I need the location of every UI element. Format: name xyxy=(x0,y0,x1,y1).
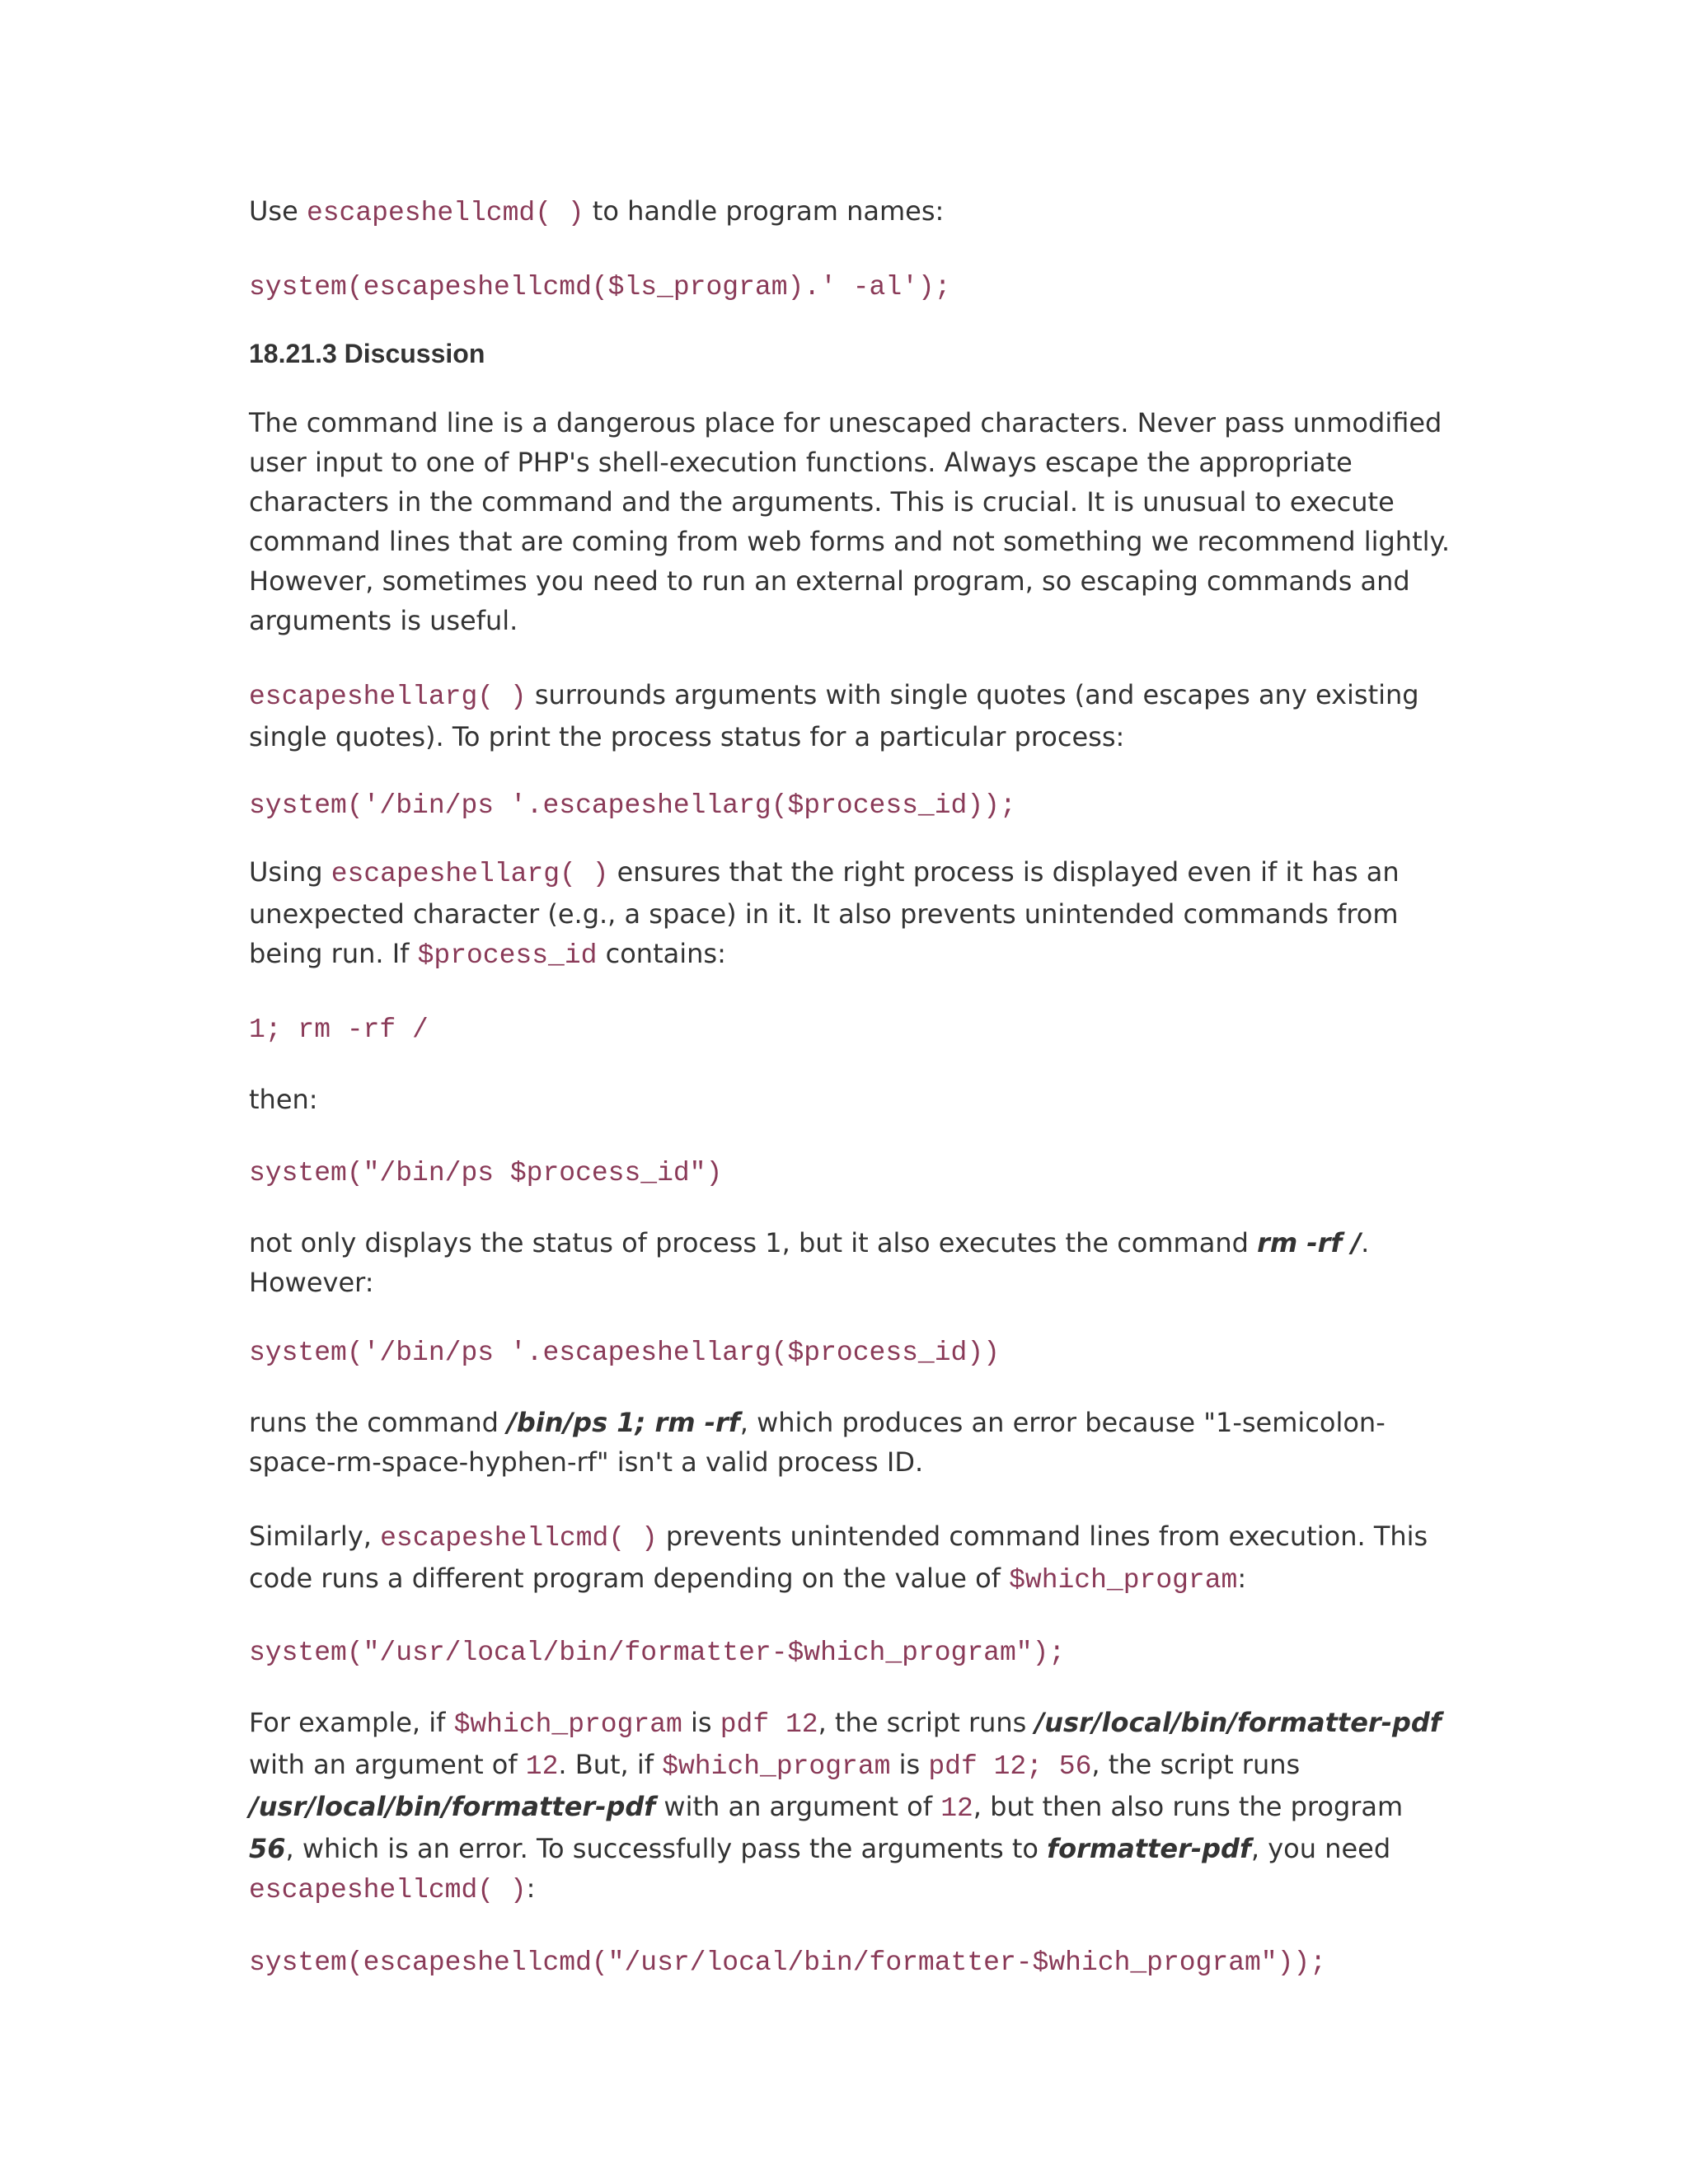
text: Using xyxy=(249,856,331,888)
text: . But, if xyxy=(558,1749,663,1780)
text: , but then also runs the program xyxy=(973,1791,1404,1822)
text: , the script runs xyxy=(818,1707,1035,1738)
paragraph-runs-the-command xyxy=(249,1403,1452,1482)
emphasized-program: formatter-pdf xyxy=(1047,1833,1251,1864)
inline-code: escapeshellcmd( ) xyxy=(249,1875,527,1905)
paragraph-for-example xyxy=(249,1703,1452,1910)
section-heading: 18.21.3 Discussion xyxy=(249,339,485,368)
text: surrounds arguments with single quotes (and escapes any existing single quotes). To print the process status for a particular process: xyxy=(249,679,1419,752)
code-block: 1; rm -rf / xyxy=(249,1015,429,1045)
text: : xyxy=(526,1872,536,1904)
text: is xyxy=(890,1749,929,1780)
inline-code: $which_program xyxy=(1009,1565,1238,1596)
inline-code: pdf 12 xyxy=(720,1709,818,1740)
text: ensures that the right process is displayed even if it has an unexpected character (e.g., a space) in it. It also prevents unintended commands from being run. If xyxy=(249,856,1400,969)
inline-code: $process_id xyxy=(417,940,598,971)
emphasized-command: /bin/ps 1; rm -rf xyxy=(507,1407,740,1438)
document-page xyxy=(249,191,1452,1981)
code-block: system(escapeshellcmd($ls_program).' -al'); xyxy=(249,272,951,302)
paragraph-discussion: The command line is a dangerous place for unescaped characters. Never pass unmodified user input to one of PHP's shell-execution functions. Always escape the appropriate characters in the command and the arguments. This is crucial. It is unusual to execute command lines that are coming from web forms and not something we recommend lightly. However, sometimes you need to run an external program, so escaping commands and arguments is useful. xyxy=(249,407,1451,636)
emphasized-program: 56 xyxy=(249,1833,286,1864)
text: For example, if xyxy=(249,1707,454,1738)
text: , which produces an error because "1-semicolon-space-rm-space-hyphen-rf" isn't a valid process ID. xyxy=(249,1407,1386,1478)
emphasized-path: /usr/local/bin/formatter-pdf xyxy=(249,1791,656,1822)
inline-code: pdf 12; 56 xyxy=(928,1751,1092,1782)
paragraph-not-only xyxy=(249,1223,1452,1302)
paragraph-then: then: xyxy=(249,1084,318,1115)
inline-code: escapeshellarg( ) xyxy=(331,859,609,889)
inline-code: $which_program xyxy=(662,1751,891,1782)
inline-code: $which_program xyxy=(453,1709,682,1740)
text: , which is an error. To successfully pass the arguments to xyxy=(285,1833,1048,1864)
emphasized-path: /usr/local/bin/formatter-pdf xyxy=(1034,1707,1442,1738)
text: not only displays the status of process 1, but it also executes the command xyxy=(249,1227,1258,1258)
text: Use xyxy=(249,195,307,227)
text: to handle program names: xyxy=(584,195,945,227)
paragraph-intro xyxy=(249,191,1452,233)
inline-code: escapeshellcmd( ) xyxy=(380,1523,658,1554)
text: : xyxy=(1237,1563,1247,1594)
inline-code: escapeshellcmd( ) xyxy=(306,198,584,228)
paragraph-using-escapeshellarg xyxy=(249,852,1452,976)
code-block: system(escapeshellcmd("/usr/local/bin/formatter-$which_program")); xyxy=(249,1947,1327,1978)
text: Similarly, xyxy=(249,1521,381,1552)
code-block: system('/bin/ps '.escapeshellarg($process_id)); xyxy=(249,790,1016,821)
paragraph-escapeshellarg xyxy=(249,675,1452,757)
text: runs the command xyxy=(249,1407,508,1438)
emphasized-command: rm -rf / xyxy=(1257,1227,1362,1258)
inline-code: escapeshellarg( ) xyxy=(249,682,527,712)
text: prevents unintended command lines from execution. This code runs a different program depending on the value of xyxy=(249,1521,1428,1594)
text: . However: xyxy=(249,1227,1370,1298)
text: , the script runs xyxy=(1091,1749,1301,1780)
text: contains: xyxy=(597,938,726,969)
code-block: system("/bin/ps $process_id") xyxy=(249,1158,723,1188)
code-block: system('/bin/ps '.escapeshellarg($process_id)) xyxy=(249,1338,1000,1368)
text: with an argument of xyxy=(249,1749,526,1780)
text: with an argument of xyxy=(655,1791,941,1822)
inline-code: 12 xyxy=(525,1751,559,1782)
inline-code: 12 xyxy=(940,1793,973,1824)
text: is xyxy=(682,1707,720,1738)
code-block: system("/usr/local/bin/formatter-$which_program"); xyxy=(249,1638,1066,1668)
paragraph-similarly xyxy=(249,1516,1452,1601)
text: , you need xyxy=(1250,1833,1391,1864)
